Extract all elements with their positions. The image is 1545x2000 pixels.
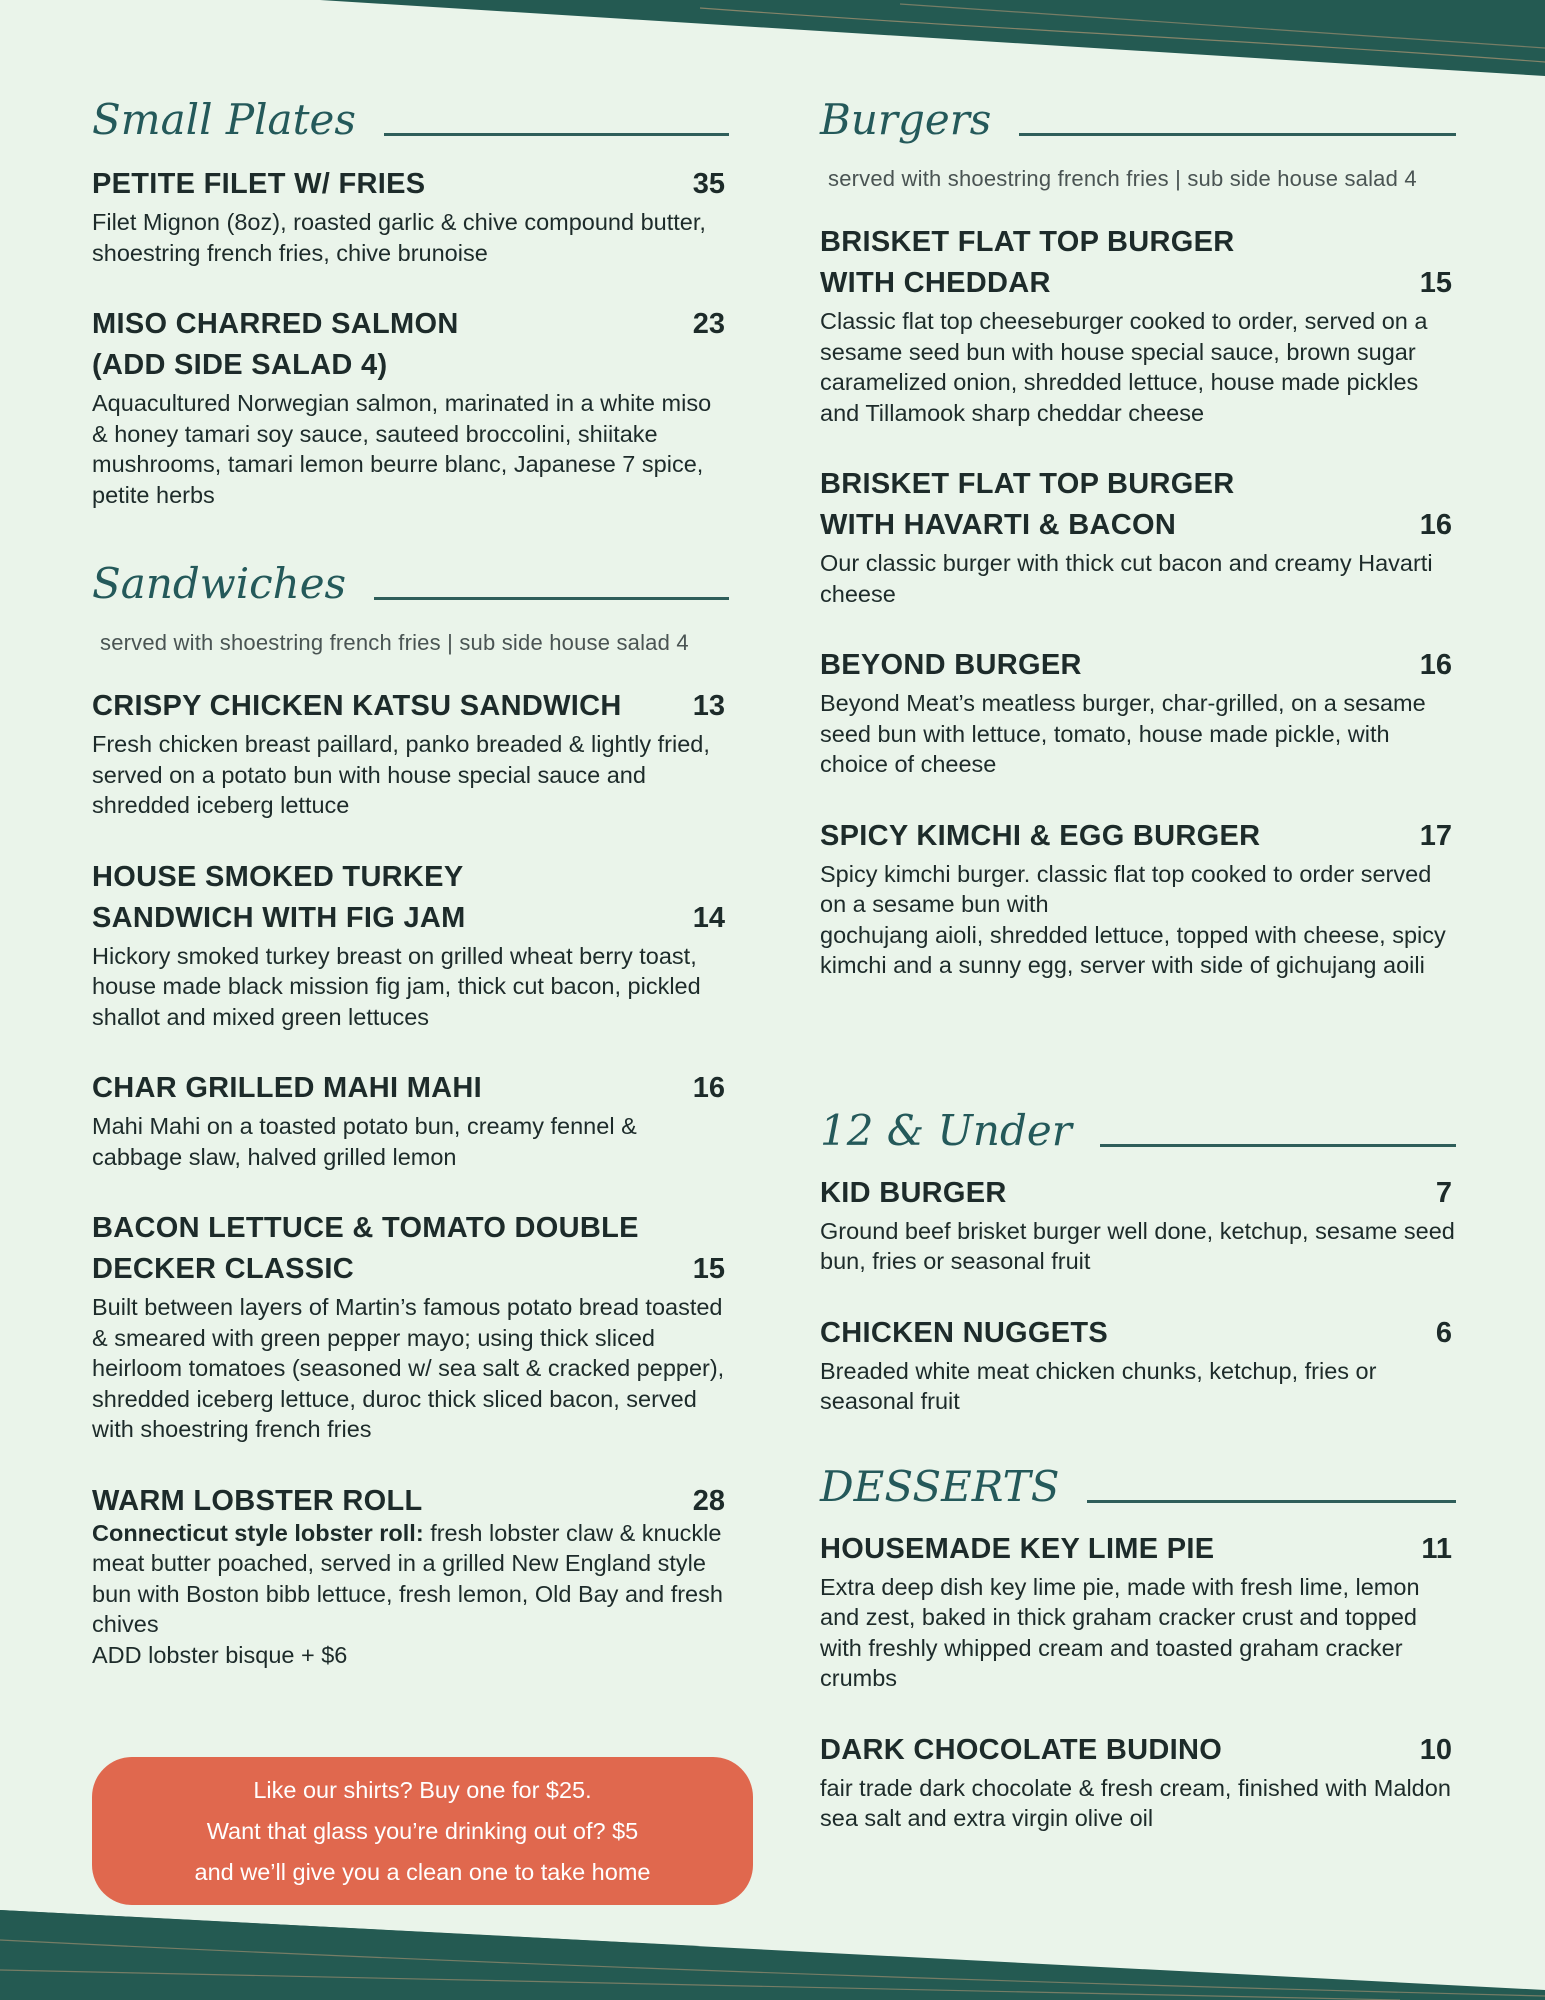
item-description: Spicy kimchi burger. classic flat top cooked to order served on a sesame bun with [820, 860, 1432, 917]
section-note: served with shoestring french fries | sub side house salad 4 [100, 630, 689, 655]
item-name: BEYOND BURGER [820, 649, 1082, 681]
item-name: CRISPY CHICKEN KATSU SANDWICH [92, 690, 622, 722]
item-name-line-1: BACON LETTUCE & TOMATO DOUBLE [92, 1212, 639, 1244]
item-price: 16 [692, 1072, 725, 1104]
item-name: SPICY KIMCHI & EGG BURGER [820, 819, 1261, 852]
sandwiches-heading [92, 554, 729, 614]
promo-line-3: and we’ll give you a clean one to take home [194, 1858, 651, 1885]
menu-item [820, 222, 1456, 428]
item-name: DARK CHOCOLATE BUDINO [820, 1733, 1223, 1766]
left-column [92, 90, 729, 1670]
item-description-continued: gochujang aioli, shredded lettuce, topped with cheese, spicy kimchi and a sunny egg, server with side of gichujang aoili [820, 921, 1446, 978]
menu-item [820, 1173, 1456, 1277]
section-divider [1100, 1144, 1456, 1147]
item-description: Mahi Mahi on a toasted potato bun, creamy fennel & cabbage slaw, halved grilled lemon [92, 1113, 637, 1170]
small-plates-heading [92, 90, 729, 150]
item-description: Beyond Meat’s meatless burger, char-grilled, on a sesame seed bun with lettuce, tomato, house made pickle, with choice of cheese [820, 690, 1426, 777]
item-name-line-2: WITH HAVARTI & BACON [820, 509, 1177, 541]
promo-banner [92, 1757, 753, 1905]
menu-item [92, 686, 729, 821]
section-title: Small Plates [92, 95, 356, 144]
menu-item [92, 1481, 729, 1671]
item-price: 35 [692, 168, 725, 200]
promo-line-2: Want that glass you’re drinking out of? $5 [206, 1817, 639, 1844]
item-name-line-2: (ADD SIDE SALAD 4) [92, 349, 388, 381]
item-name-line-2: DECKER CLASSIC [92, 1253, 354, 1285]
item-description: Fresh chicken breast paillard, panko breaded & lightly fried, served on a potato bun with house special sauce and shredded iceberg lettuce [92, 731, 710, 818]
item-description: fair trade dark chocolate & fresh cream, finished with Maldon sea salt and extra virgin olive oil [820, 1774, 1451, 1831]
bottom-decorative-band [0, 1900, 1545, 2000]
item-price: 16 [1419, 509, 1452, 541]
item-price: 7 [1435, 1176, 1452, 1209]
desserts-heading [820, 1457, 1456, 1517]
item-price: 10 [1419, 1733, 1452, 1766]
item-price: 28 [692, 1484, 725, 1517]
item-name: KID BURGER [820, 1176, 1007, 1209]
item-name: PETITE FILET W/ FRIES [92, 168, 426, 200]
menu-item [92, 1068, 729, 1172]
section-title: DESSERTS [820, 1461, 1060, 1511]
item-description: Breaded white meat chicken chunks, ketchup, fries or seasonal fruit [820, 1357, 1377, 1414]
item-name: HOUSEMADE KEY LIME PIE [820, 1532, 1215, 1565]
menu-item [92, 1208, 729, 1445]
menu-item [820, 1730, 1456, 1834]
section-divider [384, 133, 729, 136]
menu-item [820, 464, 1456, 609]
item-name-line-1: HOUSE SMOKED TURKEY [92, 860, 464, 893]
section-title: Burgers [820, 95, 992, 144]
item-price: 16 [1419, 649, 1452, 681]
item-price: 15 [692, 1253, 725, 1285]
promo-line-1: Like our shirts? Buy one for $25. [253, 1776, 592, 1803]
item-name-line-2: WITH CHEDDAR [820, 267, 1051, 299]
item-price: 14 [692, 901, 725, 934]
item-name: WARM LOBSTER ROLL [92, 1484, 423, 1517]
section-title: 12 & Under [820, 1105, 1072, 1155]
item-price: 23 [692, 308, 725, 340]
item-name-line-1: BRISKET FLAT TOP BURGER [820, 468, 1235, 500]
menu-item [92, 857, 729, 1033]
menu-item [92, 304, 729, 510]
section-note: served with shoestring french fries | sub side house salad 4 [828, 166, 1417, 191]
menu-item [820, 1313, 1456, 1417]
item-description: Filet Mignon (8oz), roasted garlic & chive compound butter, shoestring french fries, chive brunoise [92, 209, 706, 266]
item-description: Classic flat top cheeseburger cooked to order, served on a sesame seed bun with house special sauce, brown sugar caramelized onion, shredded lettuce, house made pickles and Tillamook sharp cheddar cheese [820, 308, 1428, 426]
item-description [92, 1518, 729, 1640]
item-name: CHICKEN NUGGETS [820, 1316, 1109, 1349]
menu-item [92, 164, 729, 268]
section-divider [1019, 133, 1456, 136]
item-name-line-1: BRISKET FLAT TOP BURGER [820, 226, 1235, 258]
menu-item [820, 645, 1456, 780]
menu-item [820, 816, 1456, 981]
kids-heading [820, 1101, 1456, 1161]
item-price: 6 [1435, 1316, 1452, 1349]
item-description: Hickory smoked turkey breast on grilled wheat berry toast, house made black mission fig jam, thick cut bacon, pickled shallot and mixed green lettuces [92, 942, 701, 1030]
item-description: Our classic burger with thick cut bacon and creamy Havarti cheese [820, 550, 1433, 607]
menu-item [820, 1529, 1456, 1694]
burgers-heading [820, 90, 1456, 150]
right-column [820, 90, 1456, 1834]
item-price: 11 [1421, 1532, 1452, 1565]
item-addon: ADD lobster bisque + $6 [92, 1641, 348, 1668]
item-description: Extra deep dish key lime pie, made with fresh lime, lemon and zest, baked in thick graham cracker crust and topped with freshly whipped cream and toasted graham cracker crumbs [820, 1573, 1420, 1691]
top-decorative-band [0, 0, 1545, 80]
item-name-line-2: SANDWICH WITH FIG JAM [92, 901, 466, 934]
item-price: 15 [1419, 267, 1452, 299]
item-price: 13 [692, 690, 725, 722]
section-title: Sandwiches [92, 559, 347, 608]
item-price: 17 [1419, 819, 1452, 852]
item-name: CHAR GRILLED MAHI MAHI [92, 1072, 483, 1104]
section-divider [1087, 1500, 1456, 1503]
item-description: Aquacultured Norwegian salmon, marinated in a white miso & honey tamari soy sauce, sauteed broccolini, shiitake mushrooms, tamari lemon beurre blanc, Japanese 7 spice, petite herbs [92, 390, 712, 508]
item-description-body: fresh lobster claw & knuckle meat butter poached, served in a grilled New England style bun with Boston bibb lettuce, fresh lemon, Old Bay and fresh chives [92, 1519, 723, 1637]
section-divider [374, 597, 729, 600]
item-description-lead: Connecticut style lobster roll: [92, 1519, 424, 1546]
item-description: Built between layers of Martin’s famous potato bread toasted & smeared with green pepper mayo; using thick sliced heirloom tomatoes (seasoned w/ sea salt & cracked pepper), shredded iceberg lettuce, duroc thick sliced bacon, served with shoestring french fries [92, 1294, 725, 1442]
item-name-line-1: MISO CHARRED SALMON [92, 308, 459, 340]
item-description: Ground beef brisket burger well done, ketchup, sesame seed bun, fries or seasonal fruit [820, 1217, 1455, 1274]
